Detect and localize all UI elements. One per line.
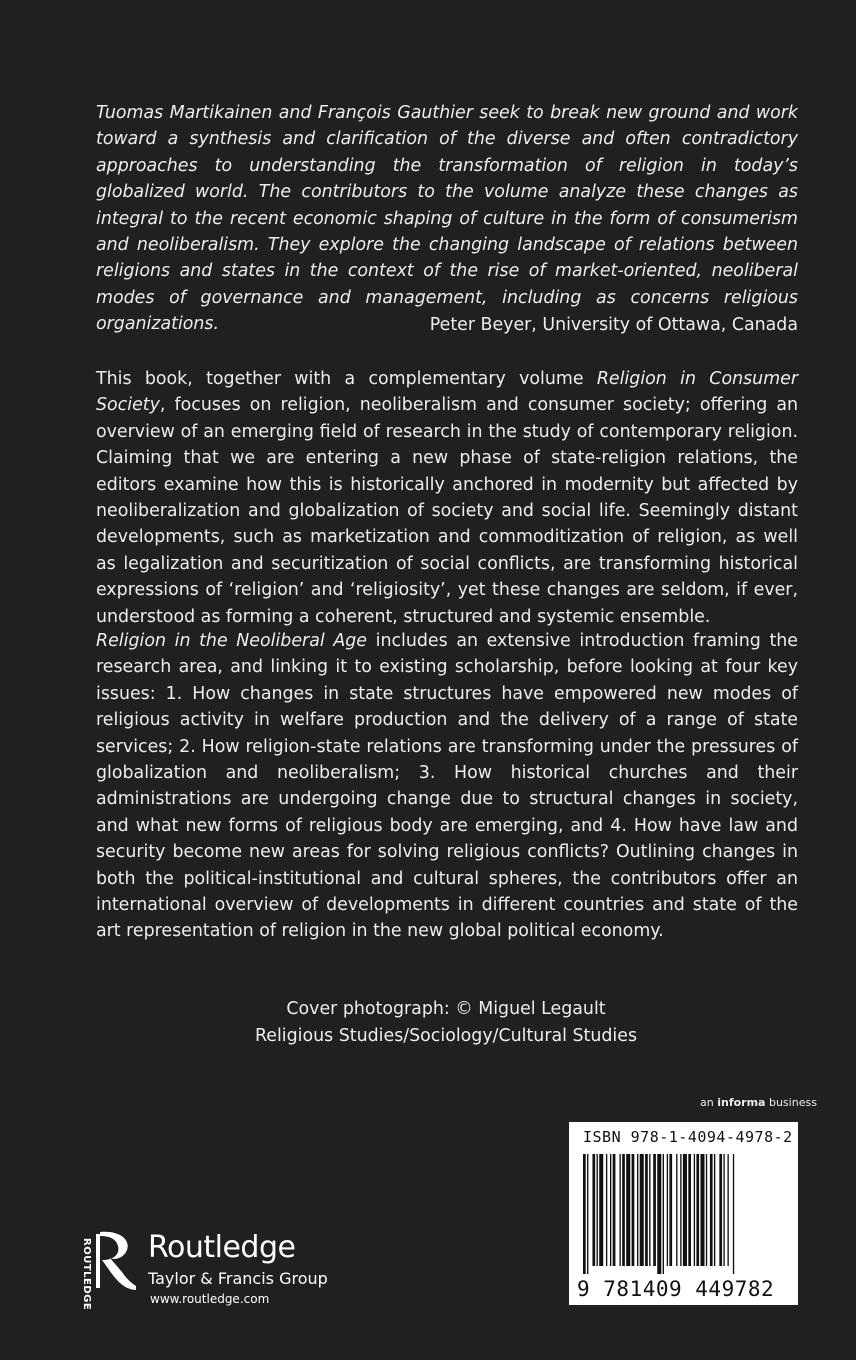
description-paragraph-2 xyxy=(96,628,798,945)
routledge-logo-icon xyxy=(92,1228,138,1292)
desc1-text-after: , focuses on religion, neoliberalism and consumer society; offering an overview of an emerging field of research in the study of contemporary religion. Claiming that we are entering a new phase of state-religion relations, the editors examine how this is historically anchored in modernity but affected by neoliberalization and globalization of society and social life. Seemingly distant developments, such as marketization and commoditization of religion, as well as legalization and securitization of social conflicts, are transforming historical expressions of ‘religion’ and ‘religiosity’, yet these changes are seldom, if ever, understood as forming a coherent, structured and systemic ensemble. xyxy=(96,395,798,627)
desc1-text-before: This book, together with a complementary volume xyxy=(96,369,597,389)
barcode-bar xyxy=(599,1154,603,1266)
barcode-bar xyxy=(640,1154,644,1266)
barcode-bar xyxy=(667,1154,668,1266)
barcode-bar xyxy=(669,1154,672,1266)
barcode-bar xyxy=(733,1154,734,1274)
barcode-bar xyxy=(727,1154,728,1266)
barcode-bar xyxy=(688,1154,691,1266)
barcode-bar xyxy=(645,1154,648,1266)
barcode-bar xyxy=(637,1154,638,1266)
isbn-barcode xyxy=(569,1122,798,1305)
desc1-book-title: Religion in Consumer Society xyxy=(96,369,798,416)
publisher-url: www.routledge.com xyxy=(150,1292,270,1306)
description-paragraph-1 xyxy=(96,366,798,630)
barcode-bar xyxy=(700,1154,704,1266)
desc2-book-title: Religion in the Neoliberal Age xyxy=(96,631,367,651)
barcode-bar xyxy=(714,1154,715,1266)
isbn-number: ISBN 978-1-4094-4978-2 xyxy=(583,1128,793,1146)
informa-prefix: an xyxy=(700,1096,718,1109)
barcode-bar xyxy=(619,1154,620,1266)
routledge-vertical-wordmark: ROUTLEDGE xyxy=(81,1238,92,1311)
subject-categories: Religious Studies/Sociology/Cultural Studies xyxy=(254,1026,638,1046)
barcode-bar xyxy=(706,1154,707,1266)
barcode-bar xyxy=(676,1154,677,1266)
barcode-bar xyxy=(626,1154,630,1266)
barcode-bar xyxy=(683,1154,687,1266)
barcode-bar xyxy=(606,1154,607,1266)
barcode-bar xyxy=(710,1154,713,1266)
ean-number: 9 781409 449782 xyxy=(577,1277,775,1301)
barcode-bars xyxy=(583,1154,784,1274)
publisher-name: Routledge xyxy=(148,1230,296,1265)
credits xyxy=(0,996,856,1050)
barcode-bar xyxy=(622,1154,625,1266)
barcode-bar xyxy=(696,1154,699,1266)
endorsement-quote: Tuomas Martikainen and François Gauthier seek to break new ground and work toward a synthesis and clarification of the diverse and often contradictory approaches to understanding the transformation of religion in today’s globalized world. The contributors to the volume analyze these changes as integral to the recent economic shaping of culture in the form of consumerism and neoliberalism. They explore the changing landscape of relations between religions and states in the context of the rise of market-oriented, neoliberal modes of governance and management, including as concerns religious organizations. xyxy=(96,103,798,335)
barcode-bar xyxy=(592,1154,595,1266)
endorsement-attribution: Peter Beyer, University of Ottawa, Canada xyxy=(429,315,798,335)
barcode-bar xyxy=(723,1154,724,1266)
barcode-bar xyxy=(663,1154,664,1274)
informa-tagline xyxy=(700,1096,817,1109)
barcode-bar xyxy=(610,1154,611,1266)
barcode-bar xyxy=(680,1154,681,1266)
barcode-bar xyxy=(657,1154,661,1274)
publisher-group: Taylor & Francis Group xyxy=(148,1269,328,1288)
barcode-bar xyxy=(583,1154,586,1274)
photo-credit: Cover photograph: © Miguel Legault xyxy=(286,999,606,1019)
barcode-bar xyxy=(613,1154,616,1266)
informa-brand: informa xyxy=(717,1096,766,1109)
informa-suffix: business xyxy=(765,1096,817,1109)
barcode-bar xyxy=(653,1154,656,1266)
barcode-bar xyxy=(719,1154,722,1266)
barcode-bar xyxy=(587,1154,588,1274)
barcode-bar xyxy=(597,1154,598,1266)
barcode-bar xyxy=(632,1154,635,1266)
barcode-bar xyxy=(694,1154,695,1266)
barcode-bar xyxy=(649,1154,650,1266)
desc2-text-after: includes an extensive introduction framing the research area, and linking it to existing scholarship, before looking at four key issues: 1. How changes in state structures have empowered new modes of religious activity in welfare production and the delivery of a range of state services; 2. How religion-state relations are transforming under the pressures of globalization and neoliberalism; 3. How historical churches and their administrations are undergoing change due to structural changes in society, and what new forms of religious body are emerging, and 4. How have law and security become new areas for solving religious conflicts? Outlining changes in both the political-institutional and cultural spheres, the contributors offer an international overview of developments in different countries and state of the art representation of religion in the new global political economy. xyxy=(96,631,798,942)
